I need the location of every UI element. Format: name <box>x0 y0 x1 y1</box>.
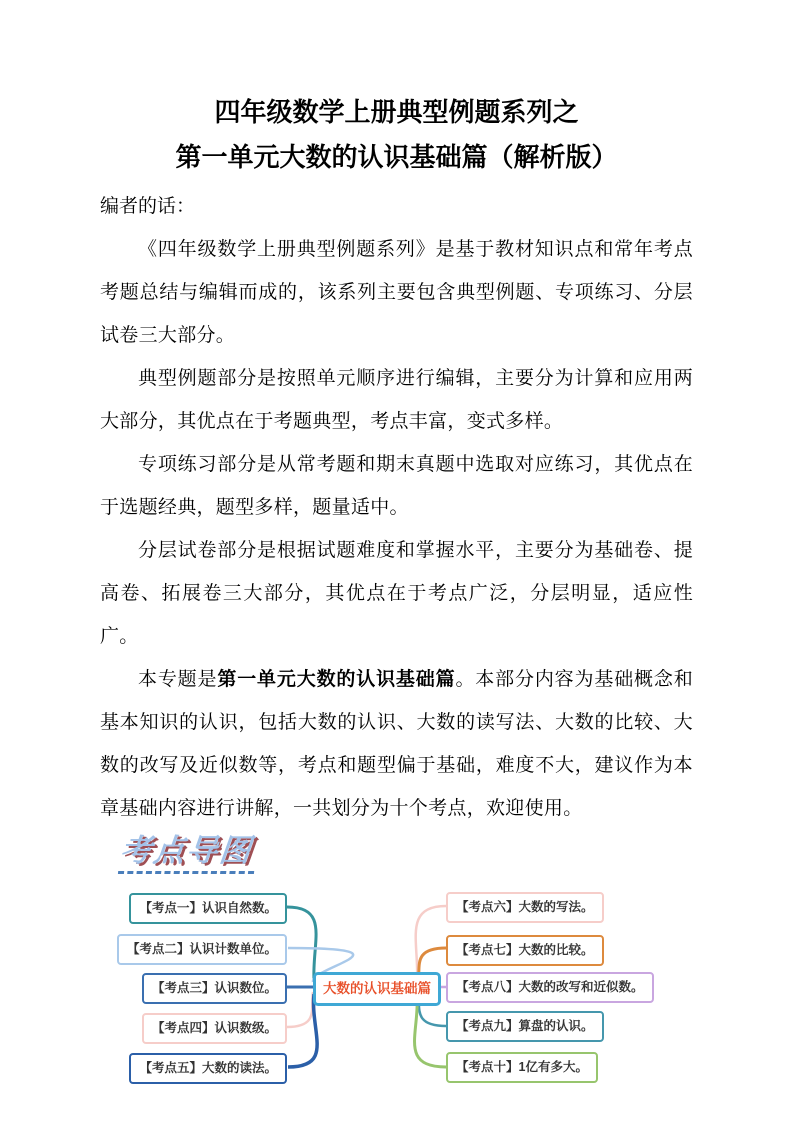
connector-line-node5 <box>288 994 317 1067</box>
mindmap-node-kaodian2: 【考点二】认识计数单位。 <box>117 934 287 965</box>
paragraph-layered-tests: 分层试卷部分是根据试题难度和掌握水平，主要分为基础卷、提高卷、拓展卷三大部分，其优点在于考点广泛，分层明显，适应性广。 <box>100 540 693 647</box>
mindmap-node-kaodian3: 【考点三】认识数位。 <box>142 973 287 1004</box>
topic-summary-prefix: 本专题是 <box>138 669 218 690</box>
paragraph-typical-examples: 典型例题部分是按照单元顺序进行编辑，主要分为计算和应用两大部分，其优点在于考题典型，考点丰富，变式多样。 <box>100 368 693 432</box>
connector-line-node1 <box>287 907 316 980</box>
paragraph-topic-summary <box>100 658 693 830</box>
document-title-line1: 四年级数学上册典型例题系列之 <box>214 97 579 127</box>
mindmap-node-kaodian6: 【考点六】大数的写法。 <box>446 892 604 923</box>
topic-summary-bold-title: 第一单元大数的认识基础篇 <box>217 669 456 690</box>
editor-note-label: 编者的话： <box>100 196 196 217</box>
mindmap-node-kaodian1: 【考点一】认识自然数。 <box>129 893 287 924</box>
mindmap-node-kaodian7: 【考点七】大数的比较。 <box>446 935 604 966</box>
mindmap-center-node: 大数的认识基础篇 <box>313 972 441 1006</box>
mindmap-figure <box>100 882 693 1094</box>
map-header-calligraphy: 考点导图 <box>118 834 258 874</box>
mindmap-node-kaodian5: 【考点五】大数的读法。 <box>129 1053 287 1084</box>
paragraph-series-intro: 《四年级数学上册典型例题系列》是基于教材知识点和常年考点考题总结与编辑而成的，该系列主要包含典型例题、专项练习、分层试卷三大部分。 <box>100 239 693 346</box>
topic-summary-suffix: 。本部分内容为基础概念和基本知识的认识，包括大数的认识、大数的读写法、大数的比较、大数的改写及近似数等，考点和题型偏于基础，难度不大，建议作为本章基础内容进行讲解，一共划分为十个考点，欢迎使用。 <box>100 669 694 819</box>
mindmap-node-kaodian4: 【考点四】认识数级。 <box>142 1013 287 1044</box>
map-header-wrap <box>120 834 693 874</box>
mindmap-node-kaodian8: 【考点八】大数的改写和近似数。 <box>446 972 654 1003</box>
paragraph-special-practice: 专项练习部分是从常考题和期末真题中选取对应练习，其优点在于选题经典，题型多样，题量适中。 <box>100 454 693 518</box>
connector-line-node4 <box>287 992 313 1027</box>
document-title-line2: 第一单元大数的认识基础篇（解析版） <box>175 142 618 172</box>
mindmap-node-kaodian9: 【考点九】算盘的认识。 <box>446 1011 604 1042</box>
mindmap-node-kaodian10: 【考点十】1亿有多大。 <box>446 1052 598 1083</box>
